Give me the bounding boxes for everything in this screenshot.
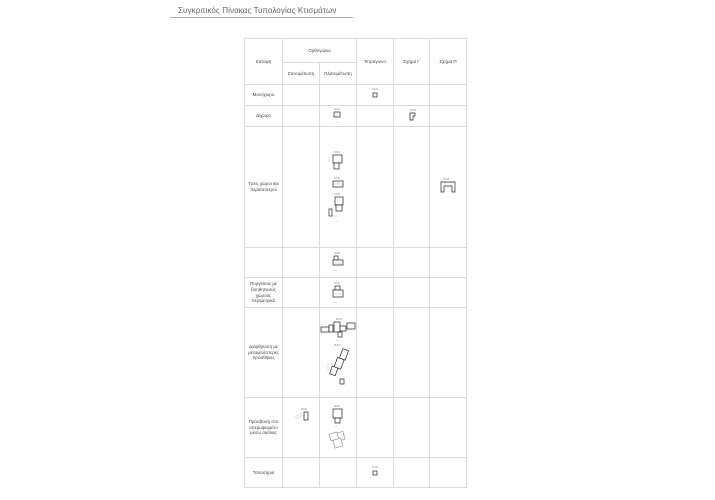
svg-text:06.01: 06.01 [301, 407, 307, 411]
table-cell [320, 278, 357, 308]
plan-drawing-icon [326, 281, 350, 305]
row-label: Πυργίσκος με βοηθητικούς χώρους περιμετρικά [245, 278, 283, 308]
table-cell [357, 308, 394, 398]
table-cell [430, 398, 467, 458]
table-cell [394, 398, 430, 458]
plan-drawing-icon [326, 404, 350, 428]
title-underline [170, 17, 353, 18]
plan-drawing-icon [326, 176, 350, 192]
table-row [245, 127, 467, 248]
table-cell [430, 308, 467, 398]
plan-drawing-icon [365, 464, 385, 482]
table-cell [430, 458, 467, 488]
svg-text:02.02: 02.02 [409, 109, 416, 112]
table-cell [394, 106, 430, 127]
table-row [245, 398, 467, 458]
row-label: Πρόσβαση στο υπερυψωμένο μέσω σκάλας [245, 398, 283, 458]
table-cell [320, 106, 357, 127]
svg-text:----: ---- [335, 121, 339, 124]
plan-drawing-icon [402, 107, 422, 125]
table-cell [320, 308, 357, 398]
table-row [245, 458, 467, 488]
table-row [245, 248, 467, 278]
row-label [245, 248, 283, 278]
typology-table [244, 38, 467, 488]
header-category: Κάτοψη [245, 39, 283, 85]
table-row [245, 308, 467, 398]
plan-drawing-icon [326, 150, 350, 176]
table-cell [394, 248, 430, 278]
table-row [245, 278, 467, 308]
svg-text:03.04: 03.04 [443, 178, 449, 181]
table-cell [394, 85, 430, 106]
table-cell [357, 248, 394, 278]
plan-drawing-icon [320, 317, 356, 343]
row-label: Τοποσημοί [245, 458, 283, 488]
header-row [245, 39, 467, 63]
table-cell [283, 308, 320, 398]
plan-drawing-icon [437, 177, 459, 197]
table-cell [320, 248, 357, 278]
svg-text:05.01: 05.01 [336, 317, 342, 321]
svg-text:----: ---- [336, 338, 340, 342]
table-cell [357, 127, 394, 248]
table-cell [320, 458, 357, 488]
table-cell [394, 308, 430, 398]
svg-text:03.01: 03.01 [334, 151, 340, 154]
table-cell [357, 85, 394, 106]
table-cell [394, 278, 430, 308]
table-cell [430, 127, 467, 248]
table-cell [283, 127, 320, 248]
table-row [245, 85, 467, 106]
svg-text:----: ---- [334, 424, 338, 428]
table-cell [357, 106, 394, 127]
svg-text:----: ---- [336, 220, 340, 223]
row-label: Τρεις χώροι και περισσότεροι [245, 127, 283, 248]
row-label: Δίχωρο [245, 106, 283, 127]
table-cell [394, 127, 430, 248]
svg-text:07.01: 07.01 [372, 465, 378, 469]
svg-text:03.05: 03.05 [334, 251, 340, 255]
header-orthogonal: Ορθογώνιο [283, 39, 357, 63]
table-cell [283, 398, 320, 458]
svg-text:06.02: 06.02 [334, 404, 340, 408]
header-square: Τετράγωνο [357, 39, 394, 85]
table-cell [283, 278, 320, 308]
table-cell [430, 85, 467, 106]
header-pi: Σχήμα Π [430, 39, 467, 85]
table-cell [357, 458, 394, 488]
svg-text:01.01: 01.01 [372, 88, 378, 91]
table-cell [283, 106, 320, 127]
table-row [245, 106, 467, 127]
table-cell [283, 85, 320, 106]
svg-text:03.02: 03.02 [334, 177, 340, 180]
svg-text:04.01: 04.01 [334, 281, 340, 285]
table-cell [320, 398, 357, 458]
table-cell [283, 248, 320, 278]
header-gamma: Σχήμα Γ [394, 39, 430, 85]
plan-drawing-icon [326, 251, 350, 275]
svg-text:05.02: 05.02 [334, 343, 340, 347]
svg-text:03.03: 03.03 [334, 193, 340, 196]
table-cell [320, 85, 357, 106]
plan-drawing-icon [328, 107, 348, 125]
plan-drawing-icon [289, 406, 313, 428]
table-cell [320, 127, 357, 248]
table-cell [430, 106, 467, 127]
plan-drawing-icon [325, 428, 351, 452]
table-cell [394, 458, 430, 488]
table-cell [357, 278, 394, 308]
plan-drawing-icon [325, 192, 351, 224]
svg-text:02.01: 02.01 [334, 108, 340, 111]
row-label: Μονόχωρο [245, 85, 283, 106]
table-cell [357, 398, 394, 458]
table-cell [283, 458, 320, 488]
subheader-wide: Πλατυμέτωπη [320, 63, 357, 85]
plan-drawing-icon [324, 343, 352, 389]
svg-text:----: ---- [334, 300, 338, 304]
table-cell [430, 278, 467, 308]
svg-text:----: ---- [334, 268, 338, 272]
row-label: Διάρθρωση με μεταγενέστερες προσθήκες [245, 308, 283, 398]
plan-drawing-icon [365, 87, 385, 103]
table-cell [430, 248, 467, 278]
document-title: Συγκριτικός Πίνακας Τυπολογίας Κτισμάτων [178, 6, 337, 15]
subheader-narrow: Στενομέτωπη [283, 63, 320, 85]
